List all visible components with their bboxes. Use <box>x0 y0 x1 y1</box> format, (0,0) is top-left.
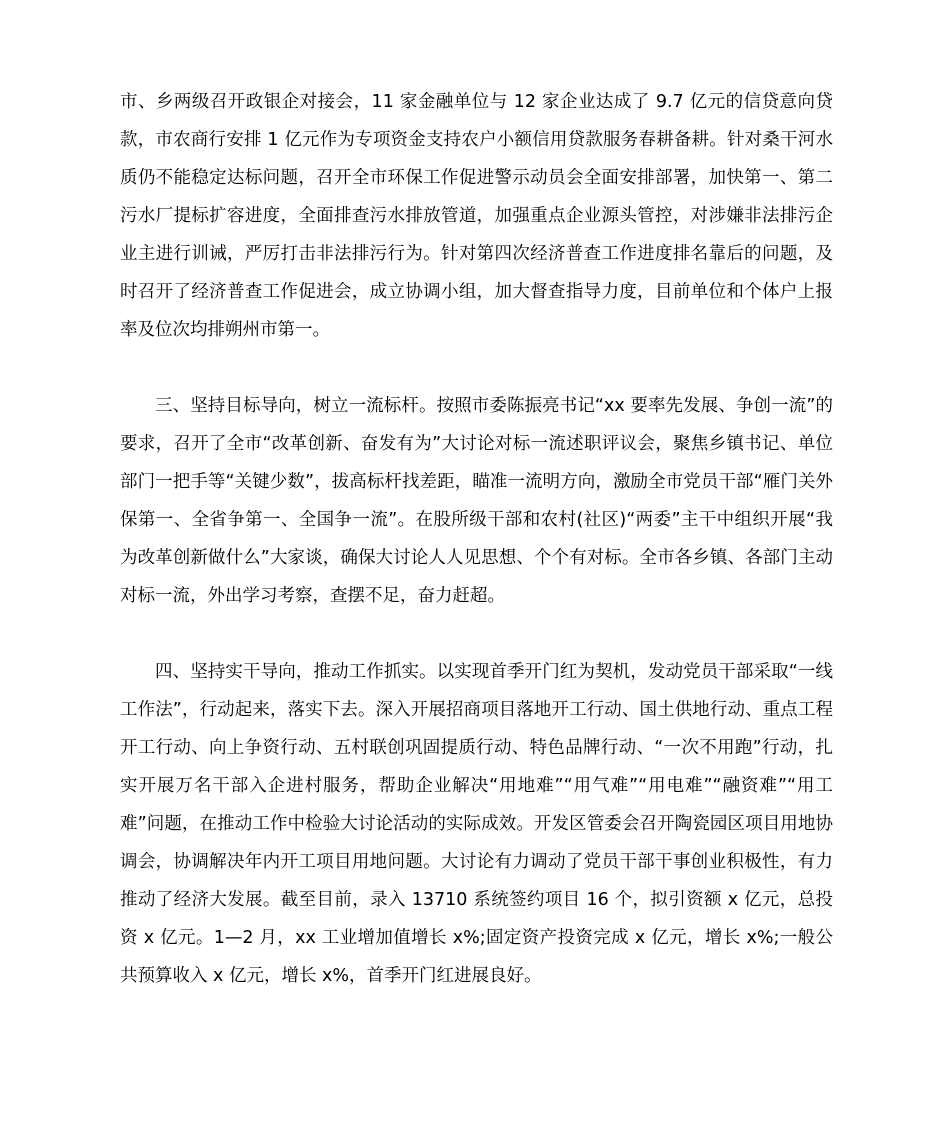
paragraph-3: 四、坚持实干导向，推动工作抓实。以实现首季开门红为契机，发动党员干部采取“一线工作法”，行动起来，落实下去。深入开展招商项目落地开工行动、国土供地行动、重点工程开工行动、向上争资行动、五村联创巩固提质行动、特色品牌行动、“一次不用跑”行动，扎实开展万名干部入企进村服务，帮助企业解决“用地难”“用气难”“用电难”“融资难”“用工难”问题，在推动工作中检验大讨论活动的实际成效。开发区管委会召开陶瓷园区项目用地协调会，协调解决年内开工项目用地问题。大讨论有力调动了党员干部干事创业积极性，有力推动了经济大发展。截至目前，录入 13710 系统签约项目 16 个，拟引资额 x 亿元，总投资 x 亿元。1—2 月，xx 工业增加值增长 x%;固定资产投资完成 x 亿元，增长 x%;一般公共预算收入 x 亿元，增长 x%，首季开门红进展良好。 <box>120 662 833 986</box>
paragraph-1: 市、乡两级召开政银企对接会，11 家金融单位与 12 家企业达成了 9.7 亿元的信贷意向贷款，市农商行安排 1 亿元作为专项资金支持农户小额信用贷款服务春耕备耕。针对桑干河水质仍不能稳定达标问题，召开全市环保工作促进警示动员会全面安排部署，加快第一、第二污水厂提标扩容进度，全面排查污水排放管道，加强重点企业源头管控，对涉嫌非法排污企业主进行训诫，严厉打击非法排污行为。针对第四次经济普查工作进度排名靠后的问题，及时召开了经济普查工作促进会，成立协调小组，加大督查指导力度，目前单位和个体户上报率及位次均排朔州市第一。 <box>120 92 833 340</box>
paragraph-2: 三、坚持目标导向，树立一流标杆。按照市委陈振亮书记“xx 要率先发展、争创一流”的要求，召开了全市“改革创新、奋发有为”大讨论对标一流述职评议会，聚焦乡镇书记、单位部门一把手等“关键少数”，拔高标杆找差距，瞄准一流明方向，激励全市党员干部“雁门关外保第一、全省争第一、全国争一流”。在股所级干部和农村(社区)“两委”主干中组织开展“我为改革创新做什么”大家谈，确保大讨论人人见思想、个个有对标。全市各乡镇、各部门主动对标一流，外出学习考察，查摆不足，奋力赶超。 <box>120 396 833 606</box>
document-body <box>120 83 833 1033</box>
